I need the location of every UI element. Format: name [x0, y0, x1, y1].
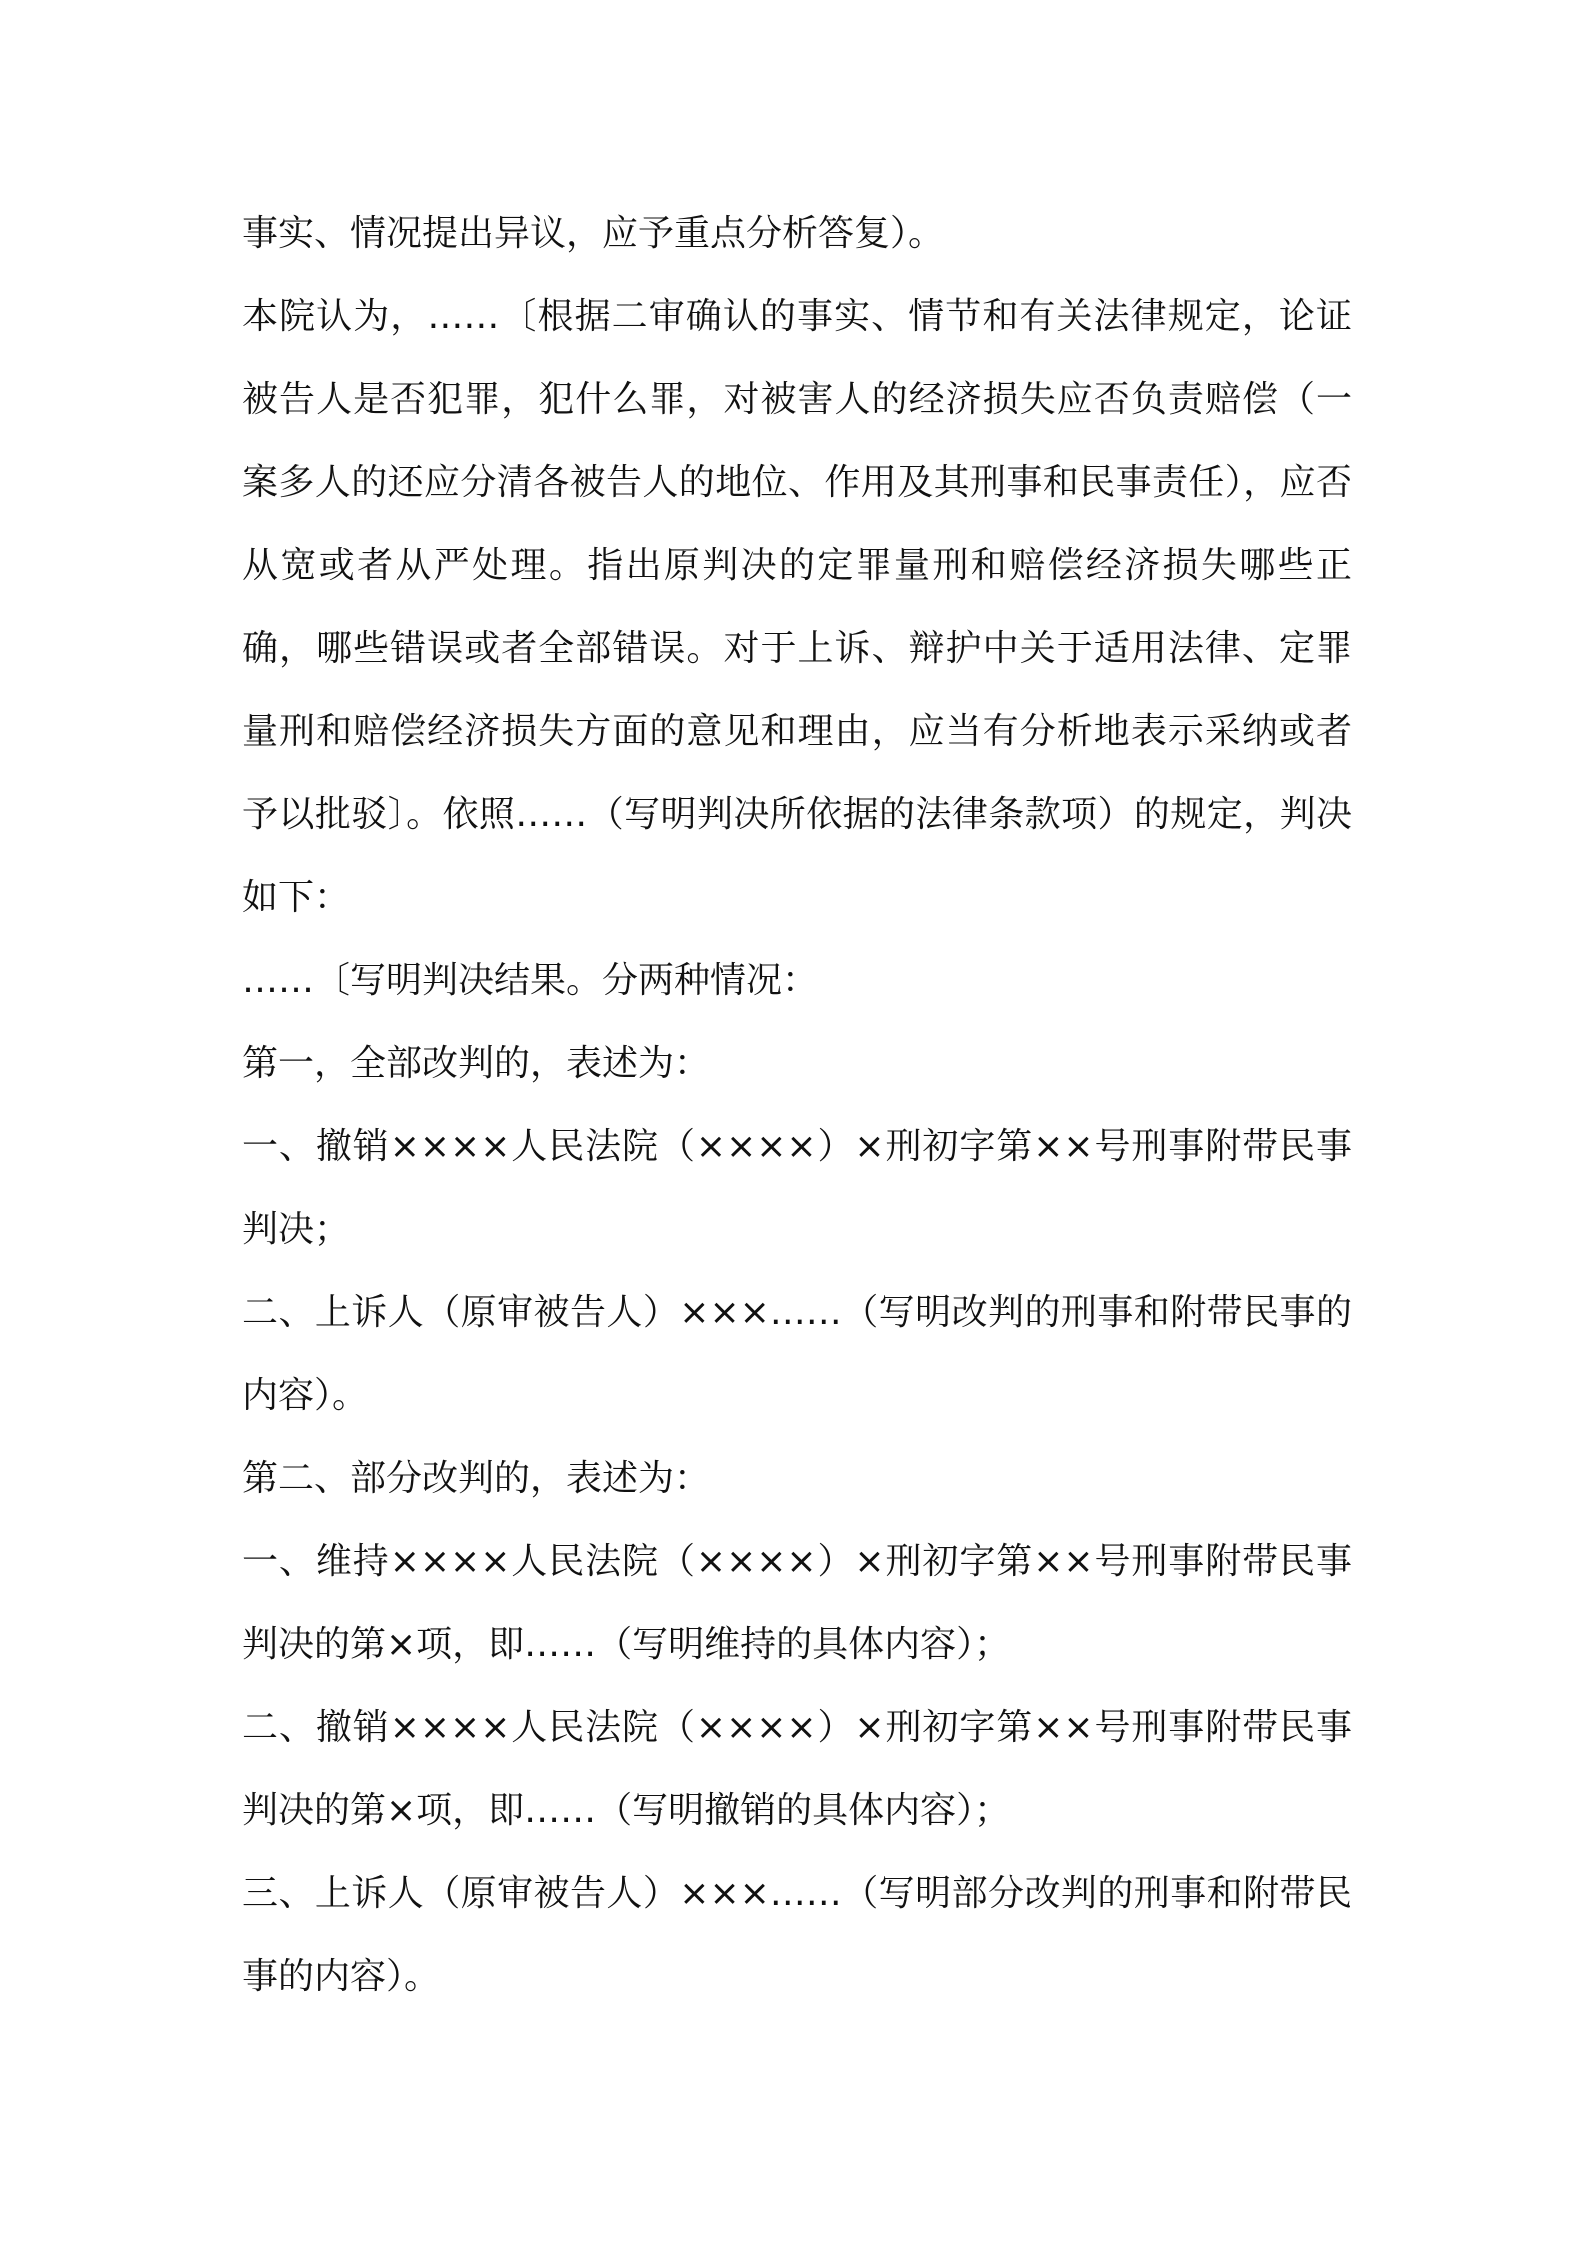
paragraph-partial-revision-heading: 第二、部分改判的，表述为： — [242, 1458, 711, 1499]
paragraph-court-opinion: 本院认为，……〔根据二审确认的事实、情节和有关法律规定，论证被告人是否犯罪，犯什么罪，对被害人的经济损失应否负责赔偿（一案多人的还应分清各被告人的地位、作用及其刑事和民事责任），应否从宽或者从严处理。指出原判决的定罪量刑和赔偿经济损失哪些正确，哪些错误或者全部错误。对于上诉、辩护中关于适用法律、定罪量刑和赔偿经济损失方面的意见和理由，应当有分析地表示采纳或者予以批驳〕。依照……（写明判决所依据的法律条款项）的规定，判决如下： — [242, 296, 1352, 918]
paragraph-full-revision-item-1: 一、撤销××××人民法院（××××）×刑初字第××号刑事附带民事判决； — [242, 1126, 1352, 1250]
paragraph-partial-revision-item-3: 三、上诉人（原审被告人）×××……（写明部分改判的刑事和附带民事的内容）。 — [242, 1873, 1352, 1997]
paragraph-partial-revision-item-1: 一、维持××××人民法院（××××）×刑初字第××号刑事附带民事判决的第×项，即……（写明维持的具体内容）； — [242, 1541, 1352, 1665]
paragraph-partial-revision-item-2: 二、撤销××××人民法院（××××）×刑初字第××号刑事附带民事判决的第×项，即……（写明撤销的具体内容）； — [242, 1707, 1352, 1831]
paragraph-full-revision-heading: 第一，全部改判的，表述为： — [242, 1043, 711, 1084]
paragraph-judgment-result-intro: ……〔写明判决结果。分两种情况： — [242, 960, 819, 1001]
paragraph-objection-reply: 事实、情况提出异议，应予重点分析答复）。 — [242, 213, 945, 254]
paragraph-full-revision-item-2: 二、上诉人（原审被告人）×××……（写明改判的刑事和附带民事的内容）。 — [242, 1292, 1352, 1416]
document-body — [242, 192, 1352, 2018]
